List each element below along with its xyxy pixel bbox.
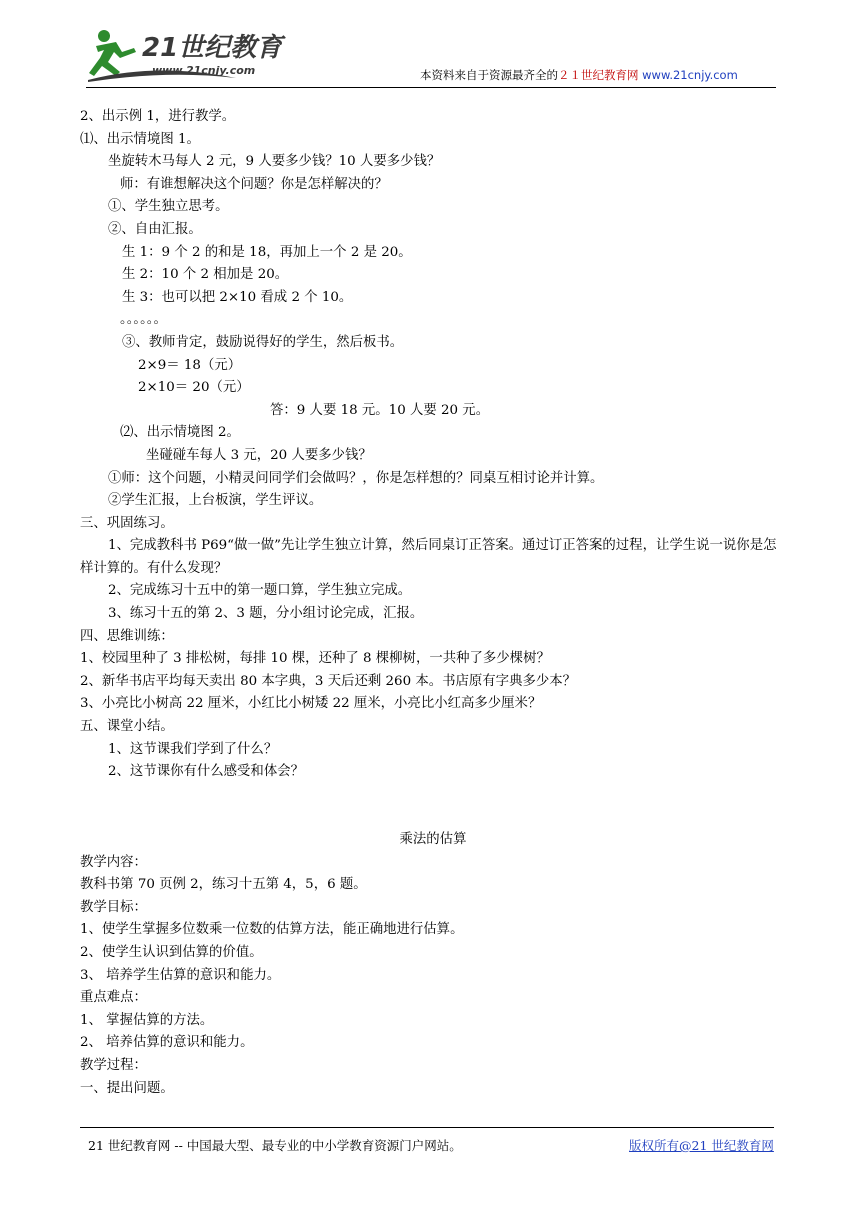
section-heading: 五、课堂小结。 [80, 719, 174, 735]
text-line: 生 2：10 个 2 相加是 20。 [122, 267, 289, 283]
text-line: 生 1：9 个 2 的和是 18，再加上一个 2 是 20。 [122, 244, 412, 260]
text-line: 重点难点： [80, 990, 147, 1006]
section-heading: 四、思维训练： [80, 628, 174, 644]
text-line: 1、 掌握估算的方法。 [80, 1012, 214, 1028]
site-logo [86, 22, 291, 84]
header-note-highlight: ２１世纪教育网 [558, 68, 639, 82]
footer-divider [80, 1127, 774, 1128]
text-line: 2、完成练习十五中的第一题口算，学生独立完成。 [108, 583, 412, 599]
blank-line [80, 784, 786, 807]
runner-body-icon [89, 42, 136, 76]
text-line: 2、这节课你有什么感受和体会？ [108, 764, 304, 780]
text-line: ⑵、出示情境图 2。 [120, 425, 240, 441]
text-line: 1、这节课我们学到了什么？ [108, 741, 278, 757]
text-line: 3、 培养学生估算的意识和能力。 [80, 967, 281, 983]
text-line: ③、教师肯定，鼓励说得好的学生，然后板书。 [122, 334, 404, 350]
text-line: ②、自由汇报。 [108, 221, 202, 237]
text-line: ⑴、出示情境图 1。 [80, 131, 200, 147]
logo-wordmark: 21世纪教育 [142, 33, 283, 63]
blank-line [80, 806, 786, 829]
section-heading: 三、巩固练习。 [80, 515, 174, 531]
text-line: 3、小亮比小树高 22 厘米，小红比小树矮 22 厘米，小亮比小红高多少厘米？ [80, 696, 542, 712]
text-line: 教学内容： [80, 854, 147, 870]
text-line: ①师：这个问题，小精灵问同学们会做吗？，你是怎样想的？同桌互相讨论并计算。 [108, 470, 604, 486]
text-line: ①、学生独立思考。 [108, 199, 229, 215]
text-line: 教科书第 70 页例 2，练习十五第 4，5，6 题。 [80, 877, 367, 893]
text-line: 2、 培养估算的意识和能力。 [80, 1035, 254, 1051]
text-line: 教学目标： [80, 899, 147, 915]
copyright-link[interactable]: 版权所有@21 世纪教育网 [629, 1138, 774, 1153]
text-line: 坐碰碰车每人 3 元，20 人要多少钱？ [146, 447, 372, 463]
header-note [420, 67, 738, 83]
lesson-title: 乘法的估算 [399, 832, 467, 847]
text-line: 一、提出问题。 [80, 1080, 174, 1096]
header-divider [86, 87, 776, 88]
text-line: 教学过程： [80, 1057, 147, 1073]
text-line: 答：9 人要 18 元。10 人要 20 元。 [270, 402, 490, 418]
text-line: 2、使学生认识到估算的价值。 [80, 944, 263, 960]
text-line: 1、校园里种了 3 排松树，每排 10 棵，还种了 8 棵柳树，一共种了多少棵树？ [80, 651, 550, 667]
header-note-prefix: 本资料来自于资源最齐全的 [420, 68, 558, 82]
text-line: 师：有谁想解决这个问题？你是怎样解决的？ [120, 176, 388, 192]
text-line: ②学生汇报，上台板演，学生评议。 [108, 493, 323, 509]
text-line: 3、练习十五的第 2、3 题，分小组讨论完成，汇报。 [108, 606, 424, 622]
runner-head-icon [98, 30, 110, 42]
text-line: 生 3：也可以把 2×10 看成 2 个 10。 [122, 289, 353, 305]
header-note-url[interactable]: www.21cnjy.com [642, 68, 738, 82]
text-line: 。。。。。。 [120, 312, 167, 328]
text-line: 1、使学生掌握多位数乘一位数的估算方法，能正确地进行估算。 [80, 922, 464, 938]
text-line: 2×10＝ 20（元） [138, 380, 250, 396]
footer-text: 21 世纪教育网 -- 中国最大型、最专业的中小学教育资源门户网站。 [88, 1138, 462, 1153]
text-line: 2×9＝ 18（元） [138, 357, 242, 373]
text-line: 坐旋转木马每人 2 元，9 人要多少钱？10 人要多少钱？ [108, 154, 441, 170]
text-line: 2、出示例 1，进行教学。 [80, 109, 236, 124]
document-body [80, 106, 786, 1100]
text-line: 2、新华书店平均每天卖出 80 本字典，3 天后还剩 260 本。书店原有字典多少本？ [80, 673, 577, 689]
text-line: 1、完成教科书 P69“做一做”先让学生独立计算，然后同桌订正答案。通过订正答案的过程，让学生说一说你是怎样计算的。有什么发现？ [80, 538, 777, 576]
logo-url: www.21cnjy.com [152, 64, 256, 77]
